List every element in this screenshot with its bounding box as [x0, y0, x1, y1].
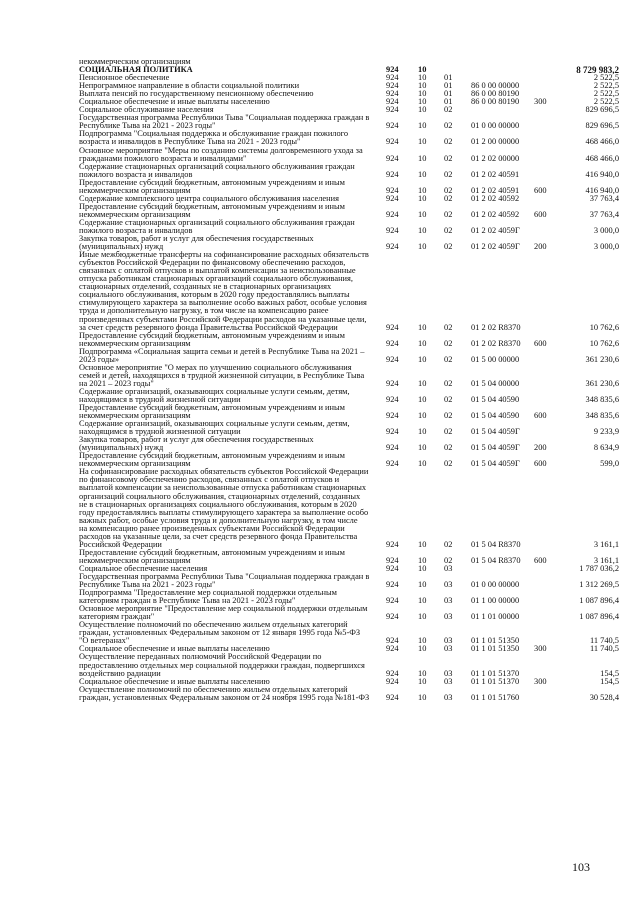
cell-rz: 10	[418, 427, 427, 437]
cell-pr: 02	[444, 153, 453, 163]
cell-ved: 924	[386, 644, 399, 654]
cell-vr: 300	[534, 97, 547, 107]
cell-ved: 924	[386, 97, 399, 107]
cell-csr: 01 5 04 00000	[471, 378, 520, 388]
cell-description: Содержание стационарных организаций социального обслуживания граждан пожилого возраста и инвалидов	[79, 217, 355, 235]
cell-pr: 03	[444, 676, 453, 686]
budget-table	[79, 58, 619, 702]
cell-pr: 01	[444, 97, 453, 107]
table-row	[79, 573, 619, 589]
table-row	[79, 179, 619, 195]
cell-description: Подпрограмма «Социальная защита семьи и детей в Республике Тыва на 2021 – 2023 годы»	[79, 346, 365, 364]
cell-description: Закупка товаров, работ и услуг для обеспечения государственных (муниципальных) нужд	[79, 435, 314, 453]
cell-ved: 924	[386, 322, 399, 332]
cell-rz: 10	[418, 193, 427, 203]
cell-vr: 600	[534, 459, 547, 469]
cell-pr: 02	[444, 185, 453, 195]
cell-ved: 924	[386, 692, 399, 702]
cell-vr: 600	[534, 555, 547, 565]
cell-description: Социальное обеспечение и иные выплаты населению	[79, 97, 270, 107]
cell-ved: 924	[386, 427, 399, 437]
table-row	[79, 203, 619, 219]
cell-pr: 02	[444, 121, 453, 131]
cell-description: Социальное обеспечение и иные выплаты населению	[79, 676, 270, 686]
cell-pr: 03	[444, 668, 453, 678]
cell-ved: 924	[386, 411, 399, 421]
table-row	[79, 468, 619, 548]
cell-ved: 924	[386, 676, 399, 686]
cell-sum: 30 528,4	[589, 692, 619, 702]
cell-pr: 03	[444, 692, 453, 702]
table-row	[79, 686, 619, 702]
cell-csr: 01 2 02 40592	[471, 193, 520, 203]
cell-csr: 01 0 00 00000	[471, 580, 520, 590]
cell-sum: 8 634,9	[593, 443, 619, 453]
cell-csr: 01 2 02 4059Г	[471, 242, 520, 252]
cell-rz: 10	[418, 209, 427, 219]
cell-rz: 10	[418, 459, 427, 469]
table-row	[79, 147, 619, 163]
cell-vr: 200	[534, 443, 547, 453]
cell-ved: 924	[386, 105, 399, 115]
cell-sum: 37 763,4	[589, 209, 619, 219]
cell-sum: 3 000,0	[593, 225, 619, 235]
cell-description: Подпрограмма "Предоставление мер социальной поддержки отдельным категориям граждан в Республике Тыва на 2021 - 2023 годы"	[79, 588, 337, 606]
cell-csr: 01 1 01 00000	[471, 612, 520, 622]
cell-description: Основное мероприятие "Предоставление мер социальной поддержки отдельным категориям граждан"	[79, 604, 368, 622]
cell-csr: 01 5 04 40590	[471, 411, 520, 421]
cell-sum: 9 233,9	[593, 427, 619, 437]
table-row	[79, 348, 619, 364]
cell-pr: 03	[444, 563, 453, 573]
cell-csr: 86 0 00 80190	[471, 97, 520, 107]
cell-ved: 924	[386, 612, 399, 622]
cell-rz: 10	[418, 65, 427, 75]
cell-csr: 01 2 02 4059Г	[471, 225, 520, 235]
cell-rz: 10	[418, 169, 427, 179]
table-row	[79, 163, 619, 179]
cell-sum: 154,5	[600, 668, 619, 678]
cell-ved: 924	[386, 81, 399, 91]
table-row	[79, 114, 619, 130]
cell-sum: 468 466,0	[585, 137, 619, 147]
cell-ved: 924	[386, 209, 399, 219]
cell-rz: 10	[418, 644, 427, 654]
cell-ved: 924	[386, 539, 399, 549]
cell-rz: 10	[418, 411, 427, 421]
cell-sum: 829 696,5	[585, 105, 619, 115]
cell-sum: 2 522,5	[593, 97, 619, 107]
cell-rz: 10	[418, 153, 427, 163]
cell-ved: 924	[386, 596, 399, 606]
cell-rz: 10	[418, 580, 427, 590]
cell-rz: 10	[418, 596, 427, 606]
cell-description: Основное мероприятие "Меры по созданию системы долговременного ухода за гражданами пожилого возраста и инвалидами"	[79, 145, 363, 163]
cell-pr: 02	[444, 225, 453, 235]
table-row	[79, 388, 619, 404]
cell-csr: 01 5 04 40590	[471, 394, 520, 404]
cell-description: Содержание стационарных организаций социального обслуживания граждан пожилого возраста и инвалидов	[79, 161, 355, 179]
cell-csr: 01 2 02 00000	[471, 153, 520, 163]
cell-sum: 599,0	[600, 459, 619, 469]
cell-sum: 3 161,1	[593, 555, 619, 565]
cell-ved: 924	[386, 73, 399, 83]
cell-description: Социальное обеспечение и иные выплаты населению	[79, 644, 270, 654]
page-number: 103	[572, 860, 590, 874]
cell-description: Содержание организаций, оказывающих социальные услуги семьям, детям, находящимся в трудной жизненной ситуации	[79, 386, 350, 404]
cell-csr: 01 1 01 51760	[471, 692, 520, 702]
cell-description: Предоставление субсидий бюджетным, автономным учреждениям и иным некоммерческим организациям	[79, 547, 345, 565]
cell-pr: 02	[444, 539, 453, 549]
cell-pr: 02	[444, 459, 453, 469]
table-row	[79, 364, 619, 388]
cell-csr: 01 5 04 4059Г	[471, 443, 520, 453]
cell-rz: 10	[418, 539, 427, 549]
cell-pr: 02	[444, 443, 453, 453]
cell-vr: 600	[534, 209, 547, 219]
cell-description: Подпрограмма "Социальная поддержка и обслуживание граждан пожилого возраста и инвалидов в Республике Тыва на 2021 - 2023 годы"	[79, 129, 349, 147]
cell-rz: 10	[418, 73, 427, 83]
cell-description: На софинансирование расходных обязательств субъектов Российской Федерации по финансовому обеспечению расходов, связанных с оплатой отпусков и выплатой компенсации за неиспользованные отпуска работникам стационарных организаций социального обслуживания, стационарных отделений, созданных не в стационарных организациях социального обслуживания, которым в 2020 году предоставлялись выплаты стимулирующего характера за выполнение особо важных работ, особые условия труда и дополнительную нагрузку, в том числе на компенсацию ранее произведенных субъектами Российской Федерации расходов на указанные цели, за счет средств резервного фонда Правительства Российской Федерации	[79, 467, 369, 549]
cell-ved: 924	[386, 193, 399, 203]
cell-rz: 10	[418, 225, 427, 235]
cell-description: Предоставление субсидий бюджетным, автономным учреждениям и иным некоммерческим организациям	[79, 451, 345, 469]
cell-pr: 03	[444, 612, 453, 622]
cell-sum: 348 835,6	[585, 411, 619, 421]
cell-rz: 10	[418, 121, 427, 131]
cell-rz: 10	[418, 378, 427, 388]
cell-ved: 924	[386, 242, 399, 252]
cell-pr: 02	[444, 378, 453, 388]
cell-csr: 01 0 00 00000	[471, 121, 520, 131]
cell-sum: 3 161,1	[593, 539, 619, 549]
cell-rz: 10	[418, 563, 427, 573]
cell-description: Предоставление субсидий бюджетным, автономным учреждениям и иным некоммерческим организациям	[79, 177, 345, 195]
cell-sum: 2 522,5	[593, 73, 619, 83]
cell-csr: 01 5 04 R8370	[471, 539, 521, 549]
cell-pr: 02	[444, 193, 453, 203]
cell-ved: 924	[386, 580, 399, 590]
table-row	[79, 589, 619, 605]
cell-ved: 924	[386, 338, 399, 348]
cell-sum: 416 940,0	[585, 169, 619, 179]
cell-csr: 01 2 02 40591	[471, 169, 520, 179]
cell-vr: 600	[534, 411, 547, 421]
cell-pr: 02	[444, 354, 453, 364]
cell-description: Основное мероприятие "О мерах по улучшению социального обслуживания семей и детей, находящихся в трудной жизненной ситуации, в Республике Тыва на 2021 – 2023 годы"	[79, 362, 365, 388]
cell-csr: 01 1 00 00000	[471, 596, 520, 606]
cell-sum: 1 087 896,4	[579, 612, 619, 622]
cell-pr: 03	[444, 644, 453, 654]
cell-ved: 924	[386, 555, 399, 565]
cell-sum: 154,5	[600, 676, 619, 686]
cell-vr: 600	[534, 185, 547, 195]
cell-csr: 01 2 02 R8370	[471, 338, 521, 348]
cell-sum: 2 522,5	[593, 81, 619, 91]
cell-csr: 86 0 00 00000	[471, 81, 520, 91]
cell-sum: 2 522,5	[593, 89, 619, 99]
cell-ved: 924	[386, 153, 399, 163]
cell-pr: 03	[444, 596, 453, 606]
cell-pr: 02	[444, 411, 453, 421]
table-row	[79, 251, 619, 331]
cell-sum: 37 763,4	[589, 193, 619, 203]
cell-description: Закупка товаров, работ и услуг для обеспечения государственных (муниципальных) нужд	[79, 234, 314, 252]
cell-pr: 01	[444, 81, 453, 91]
table-row	[79, 452, 619, 468]
cell-rz: 10	[418, 636, 427, 646]
cell-rz: 10	[418, 354, 427, 364]
cell-description: Социальное обеспечение населения	[79, 563, 208, 573]
cell-csr: 01 5 00 00000	[471, 354, 520, 364]
cell-description: Социальное обслуживание населения	[79, 105, 214, 115]
cell-ved: 924	[386, 563, 399, 573]
cell-ved: 924	[386, 225, 399, 235]
cell-ved: 924	[386, 185, 399, 195]
cell-rz: 10	[418, 137, 427, 147]
table-row	[79, 235, 619, 251]
cell-sum: 361 230,6	[585, 378, 619, 388]
cell-ved: 924	[386, 89, 399, 99]
cell-description: Осуществление полномочий по обеспечению жильем отдельных категорий граждан, установленных Федеральным законом от 24 ноября 1995 года №181-ФЗ	[79, 684, 370, 702]
cell-description: Пенсионное обеспечение	[79, 73, 170, 83]
cell-ved: 924	[386, 668, 399, 678]
cell-pr: 02	[444, 322, 453, 332]
cell-ved: 924	[386, 459, 399, 469]
table-row	[79, 130, 619, 146]
cell-csr: 01 1 01 51350	[471, 636, 520, 646]
cell-rz: 10	[418, 668, 427, 678]
table-row	[79, 404, 619, 420]
table-row	[79, 219, 619, 235]
cell-csr: 01 2 02 40592	[471, 209, 520, 219]
cell-sum: 416 940,0	[585, 185, 619, 195]
cell-sum: 1 312 269,5	[579, 580, 619, 590]
cell-rz: 10	[418, 676, 427, 686]
cell-csr: 01 1 01 51370	[471, 668, 520, 678]
cell-description: Государственная программа Республики Тыва "Социальная поддержка граждан в Республике Тыва на 2021 - 2023 годы"	[79, 113, 370, 131]
cell-csr: 01 1 01 51370	[471, 676, 520, 686]
cell-ved: 924	[386, 121, 399, 131]
cell-ved: 924	[386, 354, 399, 364]
cell-sum: 10 762,6	[589, 322, 619, 332]
cell-description: Предоставление субсидий бюджетным, автономным учреждениям и иным некоммерческим организациям	[79, 403, 345, 421]
cell-sum: 10 762,6	[589, 338, 619, 348]
cell-pr: 01	[444, 89, 453, 99]
cell-pr: 02	[444, 555, 453, 565]
cell-description: Иные межбюджетные трансферты на софинансирование расходных обязательств субъектов Российской Федерации по финансовому обеспечению расходов, связанных с оплатой отпусков и выплатой компенсации за неиспользованные отпуска работникам стационарных организаций социального обслуживания, стационарных отделений, созданных не в стационарных организациях социального обслуживания, которым в 2020 году предоставлялись выплаты стимулирующего характера за выполнение особо важных работ, особые условия труда и дополнительную нагрузку, в том числе на компенсацию ранее произведенных субъектами Российской Федерации расходов на указанные цели, за счет средств резервного фонда Правительства Российской Федерации	[79, 250, 369, 332]
cell-description: СОЦИАЛЬНАЯ ПОЛИТИКА	[79, 65, 193, 75]
table-row	[79, 436, 619, 452]
cell-ved: 924	[386, 636, 399, 646]
cell-sum: 468 466,0	[585, 153, 619, 163]
cell-sum: 11 740,5	[589, 636, 619, 646]
cell-vr: 600	[534, 338, 547, 348]
cell-pr: 02	[444, 105, 453, 115]
cell-csr: 01 5 04 4059Г	[471, 459, 520, 469]
cell-ved: 924	[386, 169, 399, 179]
cell-csr: 01 5 04 R8370	[471, 555, 521, 565]
cell-description: Осуществление полномочий по обеспечению жильем отдельных категорий граждан, установленных Федеральным законом от 12 января 1995 года №5-ФЗ "О ветеранах"	[79, 620, 361, 646]
table-row	[79, 653, 619, 677]
cell-csr: 01 1 01 51350	[471, 644, 520, 654]
cell-pr: 02	[444, 242, 453, 252]
cell-description: некоммерческим организациям	[79, 57, 191, 66]
cell-sum: 8 729 983,2	[576, 65, 619, 76]
cell-pr: 02	[444, 137, 453, 147]
table-row	[79, 420, 619, 436]
cell-rz: 10	[418, 81, 427, 91]
cell-pr: 02	[444, 427, 453, 437]
cell-description: Выплата пенсий по государственному пенсионному обеспечению	[79, 89, 314, 99]
cell-vr: 300	[534, 676, 547, 686]
cell-ved: 924	[386, 443, 399, 453]
cell-rz: 10	[418, 612, 427, 622]
cell-rz: 10	[418, 105, 427, 115]
cell-description: Осуществление переданных полномочий Российской Федерации по предоставлению отдельных мер социальной поддержки граждан, подвергшихся воздействию радиации	[79, 652, 365, 678]
cell-rz: 10	[418, 555, 427, 565]
cell-rz: 10	[418, 185, 427, 195]
cell-pr: 01	[444, 73, 453, 83]
table-row	[79, 332, 619, 348]
cell-csr: 86 0 00 80190	[471, 89, 520, 99]
cell-vr: 200	[534, 242, 547, 252]
cell-sum: 1 787 036,2	[579, 563, 619, 573]
cell-ved: 924	[386, 394, 399, 404]
cell-csr: 01 2 02 40591	[471, 185, 520, 195]
cell-rz: 10	[418, 242, 427, 252]
cell-sum: 829 696,5	[585, 121, 619, 131]
cell-description: Непрограммное направление в области социальной политики	[79, 81, 300, 91]
cell-rz: 10	[418, 394, 427, 404]
cell-pr: 02	[444, 394, 453, 404]
cell-pr: 02	[444, 338, 453, 348]
cell-description: Содержание организаций, оказывающих социальные услуги семьям, детям, находящимся в трудной жизненной ситуации	[79, 419, 350, 437]
cell-sum: 3 000,0	[593, 242, 619, 252]
cell-vr: 300	[534, 644, 547, 654]
cell-csr: 01 2 00 00000	[471, 137, 520, 147]
cell-rz: 10	[418, 443, 427, 453]
table-row	[79, 549, 619, 565]
cell-ved: 924	[386, 378, 399, 388]
cell-sum: 11 740,5	[589, 644, 619, 654]
cell-pr: 02	[444, 169, 453, 179]
cell-sum: 361 230,6	[585, 354, 619, 364]
cell-ved: 924	[386, 137, 399, 147]
cell-rz: 10	[418, 97, 427, 107]
cell-rz: 10	[418, 89, 427, 99]
cell-pr: 03	[444, 580, 453, 590]
cell-description: Содержание комплексного центра социального обслуживания населения	[79, 193, 339, 203]
cell-csr: 01 5 04 4059Г	[471, 427, 520, 437]
cell-rz: 10	[418, 692, 427, 702]
cell-ved: 924	[386, 65, 399, 75]
cell-description: Предоставление субсидий бюджетным, автономным учреждениям и иным некоммерческим организациям	[79, 330, 345, 348]
cell-rz: 10	[418, 338, 427, 348]
cell-pr: 02	[444, 209, 453, 219]
cell-rz: 10	[418, 322, 427, 332]
cell-description: Государственная программа Республики Тыва "Социальная поддержка граждан в Республике Тыва на 2021 - 2023 годы"	[79, 572, 370, 590]
cell-sum: 1 087 896,4	[579, 596, 619, 606]
cell-description: Предоставление субсидий бюджетным, автономным учреждениям и иным некоммерческим организациям	[79, 201, 345, 219]
cell-pr: 03	[444, 636, 453, 646]
cell-csr: 01 2 02 R8370	[471, 322, 521, 332]
table-row	[79, 621, 619, 645]
table-row	[79, 605, 619, 621]
cell-sum: 348 835,6	[585, 394, 619, 404]
